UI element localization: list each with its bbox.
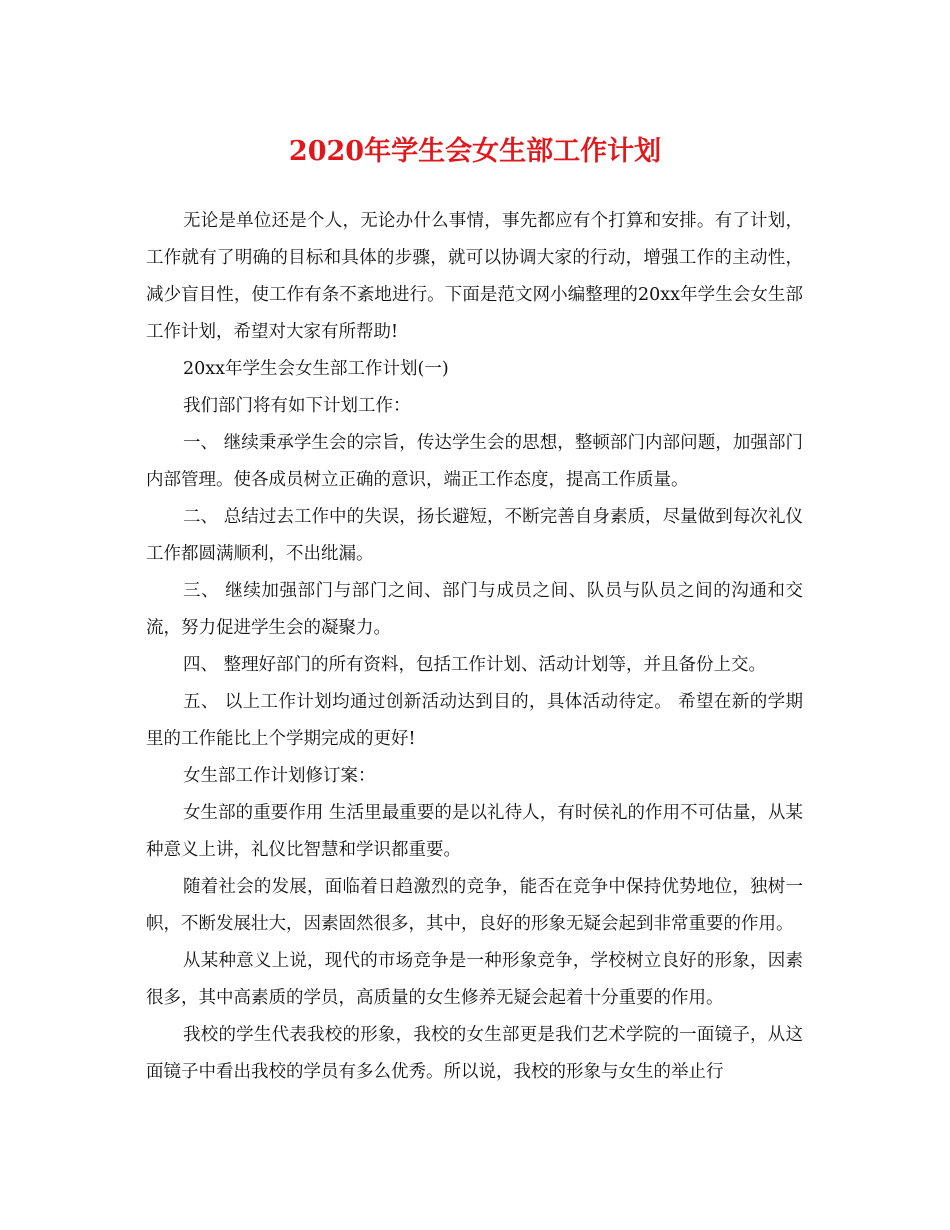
paragraph-item-5: 五、 以上工作计划均通过创新活动达到目的，具体活动待定。 希望在新的学期里的工作能比上个学期完成的更好! [146, 692, 803, 749]
paragraph-item-3: 三、 继续加强部门与部门之间、部门与成员之间、队员与队员之间的沟通和交流，努力促进学生会的凝聚力。 [146, 581, 803, 638]
paragraph-item-1: 一、 继续秉承学生会的宗旨，传达学生会的思想，整顿部门内部问题，加强部门内部管理。使各成员树立正确的意识，端正工作态度，提高工作质量。 [146, 433, 803, 490]
paragraph-school-image: 我校的学生代表我校的形象，我校的女生部更是我们艺术学院的一面镜子，从这面镜子中看出我校的学员有多么优秀。所以说，我校的形象与女生的举止行 [146, 1025, 803, 1082]
paragraph-intro: 无论是单位还是个人，无论办什么事情，事先都应有个打算和安排。有了计划，工作就有了明确的目标和具体的步骤，就可以协调大家的行动，增强工作的主动性，减少盲目性，使工作有条不紊地进行。下面是范文网小编整理的20xx年学生会女生部工作计划，希望对大家有所帮助! [146, 211, 803, 342]
paragraph-development: 随着社会的发展，面临着日趋激烈的竞争，能否在竞争中保持优势地位，独树一帜，不断发展壮大，因素固然很多，其中，良好的形象无疑会起到非常重要的作用。 [146, 877, 803, 934]
page-title: 2020年学生会女生部工作计划 [288, 136, 662, 167]
paragraph-item-4: 四、 整理好部门的所有资料，包括工作计划、活动计划等，并且备份上交。 [183, 655, 767, 675]
paragraph-item-2: 二、 总结过去工作中的失误，扬长避短，不断完善自身素质，尽量做到每次礼仪工作都圆满顺利，不出纰漏。 [146, 507, 803, 564]
paragraph-revision-heading: 女生部工作计划修订案： [183, 766, 376, 786]
paragraph-plan-lead: 我们部门将有如下计划工作： [183, 396, 411, 416]
paragraph-importance: 女生部的重要作用 生活里最重要的是以礼待人，有时侯礼的作用不可估量，从某种意义上讲，礼仪比智慧和学识都重要。 [146, 803, 803, 860]
document-body [146, 203, 803, 1091]
paragraph-competition: 从某种意义上说，现代的市场竞争是一种形象竞争，学校树立良好的形象，因素很多，其中高素质的学员，高质量的女生修养无疑会起着十分重要的作用。 [146, 951, 803, 1008]
paragraph-plan-heading: 20xx年学生会女生部工作计划(一) [183, 359, 449, 379]
